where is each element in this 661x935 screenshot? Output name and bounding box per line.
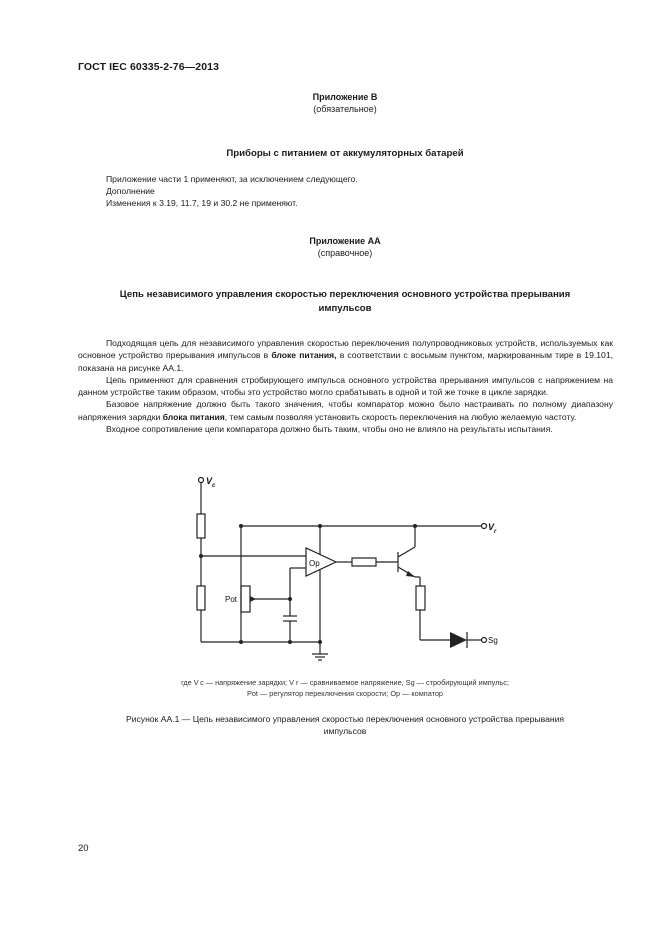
junction-dot	[318, 640, 322, 644]
figure-caption-line-2: импульсов	[323, 726, 367, 736]
pot-wiper-arrow	[250, 596, 256, 602]
paragraph-1-term: блоке питания,	[271, 350, 337, 361]
annex-b-heading: Приборы с питанием от аккумуляторных батарей	[226, 148, 464, 159]
label-sg: Sg	[488, 636, 498, 645]
paragraph-1	[78, 337, 613, 374]
junction-dot	[318, 524, 322, 528]
paragraph-3-text-b: , тем самым позволяя установить скорость переключения на любую желаемую частоту.	[224, 411, 577, 422]
junction-dot	[413, 524, 417, 528]
label-op: Op	[309, 559, 320, 568]
resistor-bottom	[197, 586, 205, 610]
paragraph-3-text-a: Базовое напряжение должно быть такого значения, чтобы компаратор можно было настраивать по полному диапазону напряжения зарядки	[78, 399, 613, 422]
junction-dot	[239, 640, 243, 644]
annex-aa-heading-line-1: Цепь независимого управления скоростью переключения основного устройства прерывания	[119, 289, 571, 300]
resistor-emitter	[416, 586, 425, 610]
paragraph-4: Входное сопротивление цепи компаратора должно быть таким, чтобы оно не влияло на результаты испытания.	[106, 424, 553, 435]
standard-designation: ГОСТ IEC 60335-2-76—2013	[78, 61, 220, 73]
paragraph-3-term: блока питания	[162, 411, 225, 422]
junction-dot	[288, 597, 292, 601]
page-number: 20	[78, 843, 89, 854]
annex-b-status: (обязательное)	[313, 104, 377, 114]
circuit-schematic	[170, 468, 510, 668]
annex-b-line-1: Приложение части 1 применяют, за исключением следующего.	[106, 174, 358, 184]
transistor-collector	[398, 547, 415, 557]
label-vc: $V_c$	[206, 476, 216, 489]
annex-b-title: Приложение В	[312, 92, 378, 102]
figure-legend-line-2: Pot — регулятор переключения скорости; Op — компатор	[247, 689, 443, 698]
annex-b-line-3: Изменения к 3.19, 11.7, 19 и 30.2 не применяют.	[106, 198, 298, 208]
terminal-vr	[482, 524, 487, 529]
junction-dot	[199, 554, 203, 558]
annex-aa-title: Приложение АА	[309, 236, 381, 246]
annex-aa-body	[78, 337, 613, 435]
terminal-vc	[199, 478, 204, 483]
paragraph-1-text-a: Подходящая цепь для независимого управления скоростью переключения полупроводниковых устройств, используемых как основное устройство прерывания импульсов в	[78, 338, 613, 361]
annex-aa-status: (справочное)	[317, 248, 373, 258]
resistor-top	[197, 514, 205, 538]
paragraph-3	[78, 398, 613, 423]
paragraph-2: Цепь применяют для сравнения стробирующего импульса основного устройства прерывания импульсов с напряжением на данном устройстве таким образом, чтобы это устройство могло срабатывать в одной и той же точке в цикле зарядки.	[78, 374, 613, 398]
diode-triangle	[450, 632, 467, 648]
label-vr: $V_r$	[488, 522, 497, 535]
resistor-base	[352, 558, 376, 566]
label-pot: Pot	[225, 595, 238, 604]
annex-aa-heading-line-2: импульсов	[318, 303, 372, 314]
figure-legend-line-1: где V c — напряжение зарядки; V r — сравниваемое напряжение, Sg — стробирующий импульс;	[181, 678, 509, 687]
annex-b-line-2: Дополнение	[106, 186, 155, 196]
junction-dot	[288, 640, 292, 644]
terminal-sg	[482, 638, 487, 643]
figure-caption-line-1: Рисунок АА.1 — Цепь независимого управления скоростью переключения основного устройства прерывания	[125, 714, 565, 724]
paragraph-1-text-b: в соответствии с восьмым пунктом, маркированным тире в 19.101, показана на рисунке АА.1.	[78, 350, 613, 373]
potentiometer	[241, 586, 250, 612]
junction-dot	[239, 524, 243, 528]
